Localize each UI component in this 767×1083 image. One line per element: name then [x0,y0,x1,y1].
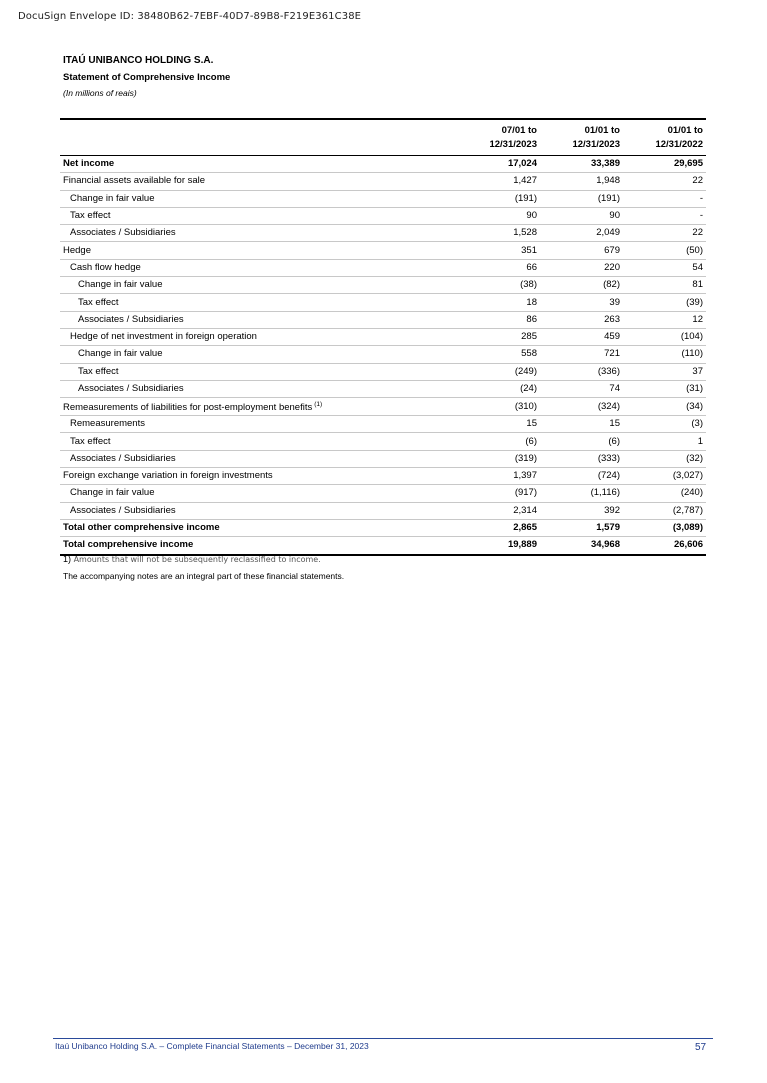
row-label: Total comprehensive income [60,537,457,555]
row-label: Associates / Subsidiaries [60,502,457,519]
row-label: Tax effect [60,294,457,311]
row-value: 39 [540,294,623,311]
table-row [60,190,706,207]
row-value: 1,427 [457,173,540,190]
column-header-period: 01/01 to [667,125,703,136]
units-note: (In millions of reais) [63,88,137,98]
row-value: (3,027) [623,468,706,485]
accompanying-note: The accompanying notes are an integral part of these financial statements. [63,571,345,581]
row-value: 90 [457,207,540,224]
row-value: 558 [457,346,540,363]
row-value: 392 [540,502,623,519]
row-label: Cash flow hedge [60,259,457,276]
row-value: (82) [540,277,623,294]
row-label-with-note [60,398,457,416]
row-value: (3,089) [623,519,706,536]
table-row [60,225,706,242]
row-value: (3) [623,416,706,433]
footnote-number: 1) [63,554,72,564]
table-row [60,277,706,294]
table-row [60,173,706,190]
row-value: (31) [623,380,706,397]
row-value: (104) [623,328,706,345]
row-value: (38) [457,277,540,294]
table-row [60,242,706,259]
row-label: Tax effect [60,363,457,380]
row-value: 1,528 [457,225,540,242]
column-header-period: 07/01 to [501,125,537,136]
row-value: (110) [623,346,706,363]
row-value: (249) [457,363,540,380]
row-value: (336) [540,363,623,380]
row-value: 22 [623,225,706,242]
statement-title: Statement of Comprehensive Income [63,72,231,83]
table-header-row [60,119,706,156]
row-value: (6) [540,433,623,450]
row-value: 22 [623,173,706,190]
row-value: 26,606 [623,537,706,555]
row-label: Change in fair value [60,277,457,294]
row-value: 37 [623,363,706,380]
row-label: Total other comprehensive income [60,519,457,536]
row-label: Financial assets available for sale [60,173,457,190]
income-statement-table [60,118,706,556]
row-value: 1,397 [457,468,540,485]
column-header [623,119,706,156]
table-row [60,398,706,416]
row-label: Associates / Subsidiaries [60,225,457,242]
table-row [60,294,706,311]
column-header-period: 01/01 to [584,125,620,136]
footer-text: Itaú Unibanco Holding S.A. – Complete Financial Statements – December 31, 2023 [55,1041,369,1051]
row-label: Change in fair value [60,190,457,207]
footnote-text: Amounts that will not be subsequently reclassified to income. [73,555,321,564]
row-value: (333) [540,450,623,467]
table-row [60,328,706,345]
company-name: ITAÚ UNIBANCO HOLDING S.A. [63,55,214,66]
row-value: 263 [540,311,623,328]
row-value: 19,889 [457,537,540,555]
column-header-date: 12/31/2023 [572,139,620,150]
row-value: (319) [457,450,540,467]
row-label: Remeasurements [60,416,457,433]
row-value: - [623,207,706,224]
income-statement-table-wrap [60,118,706,556]
row-label: Tax effect [60,433,457,450]
table-row [60,207,706,224]
row-value: 34,968 [540,537,623,555]
table-row [60,259,706,276]
row-label: Change in fair value [60,485,457,502]
row-value: (917) [457,485,540,502]
row-value: (191) [457,190,540,207]
table-row [60,433,706,450]
row-value: 220 [540,259,623,276]
footnote-reference: (1) [314,401,323,409]
row-label: Foreign exchange variation in foreign investments [60,468,457,485]
row-value: - [623,190,706,207]
row-value: (6) [457,433,540,450]
row-value: 1,948 [540,173,623,190]
row-label: Hedge [60,242,457,259]
row-value: 18 [457,294,540,311]
table-row [60,156,706,173]
table-row [60,311,706,328]
table-row [60,380,706,397]
row-label: Associates / Subsidiaries [60,380,457,397]
table-row [60,450,706,467]
column-header-date: 12/31/2023 [489,139,537,150]
row-value: (2,787) [623,502,706,519]
table-row [60,485,706,502]
row-value: (32) [623,450,706,467]
row-value: 12 [623,311,706,328]
row-label: Associates / Subsidiaries [60,311,457,328]
row-label: Tax effect [60,207,457,224]
row-value: 15 [540,416,623,433]
row-label: Change in fair value [60,346,457,363]
footnote [63,554,321,564]
envelope-id: DocuSign Envelope ID: 38480B62-7EBF-40D7-89B8-F219E361C38E [18,11,362,22]
row-value: 721 [540,346,623,363]
table-row [60,468,706,485]
row-value: 679 [540,242,623,259]
row-value: (310) [457,398,540,416]
column-header [540,119,623,156]
header-label-cell [60,119,457,156]
row-value: 285 [457,328,540,345]
table-row-total [60,519,706,536]
row-value: (240) [623,485,706,502]
row-value: 86 [457,311,540,328]
row-value: (324) [540,398,623,416]
row-value: 17,024 [457,156,540,173]
table-row [60,363,706,380]
column-header-date: 12/31/2022 [655,139,703,150]
row-value: 74 [540,380,623,397]
row-value: (724) [540,468,623,485]
row-value: 1 [623,433,706,450]
row-label: Associates / Subsidiaries [60,450,457,467]
row-value: (50) [623,242,706,259]
table-row [60,346,706,363]
row-value: 351 [457,242,540,259]
row-value: 459 [540,328,623,345]
row-value: 29,695 [623,156,706,173]
row-value: (34) [623,398,706,416]
page-number: 57 [695,1042,707,1053]
row-value: (39) [623,294,706,311]
row-value: 81 [623,277,706,294]
row-value: 2,865 [457,519,540,536]
row-value: 15 [457,416,540,433]
footer-divider [53,1038,713,1039]
column-header [457,119,540,156]
row-label: Net income [60,156,457,173]
table-row-grand-total [60,537,706,555]
row-value: 1,579 [540,519,623,536]
row-value: 2,049 [540,225,623,242]
row-value: (191) [540,190,623,207]
row-value: (24) [457,380,540,397]
row-value: (1,116) [540,485,623,502]
row-label: Hedge of net investment in foreign operation [60,328,457,345]
table-row [60,502,706,519]
row-value: 33,389 [540,156,623,173]
row-value: 2,314 [457,502,540,519]
table-row [60,416,706,433]
row-value: 66 [457,259,540,276]
row-label: Remeasurements of liabilities for post-employment benefits [63,402,313,414]
row-value: 54 [623,259,706,276]
row-value: 90 [540,207,623,224]
